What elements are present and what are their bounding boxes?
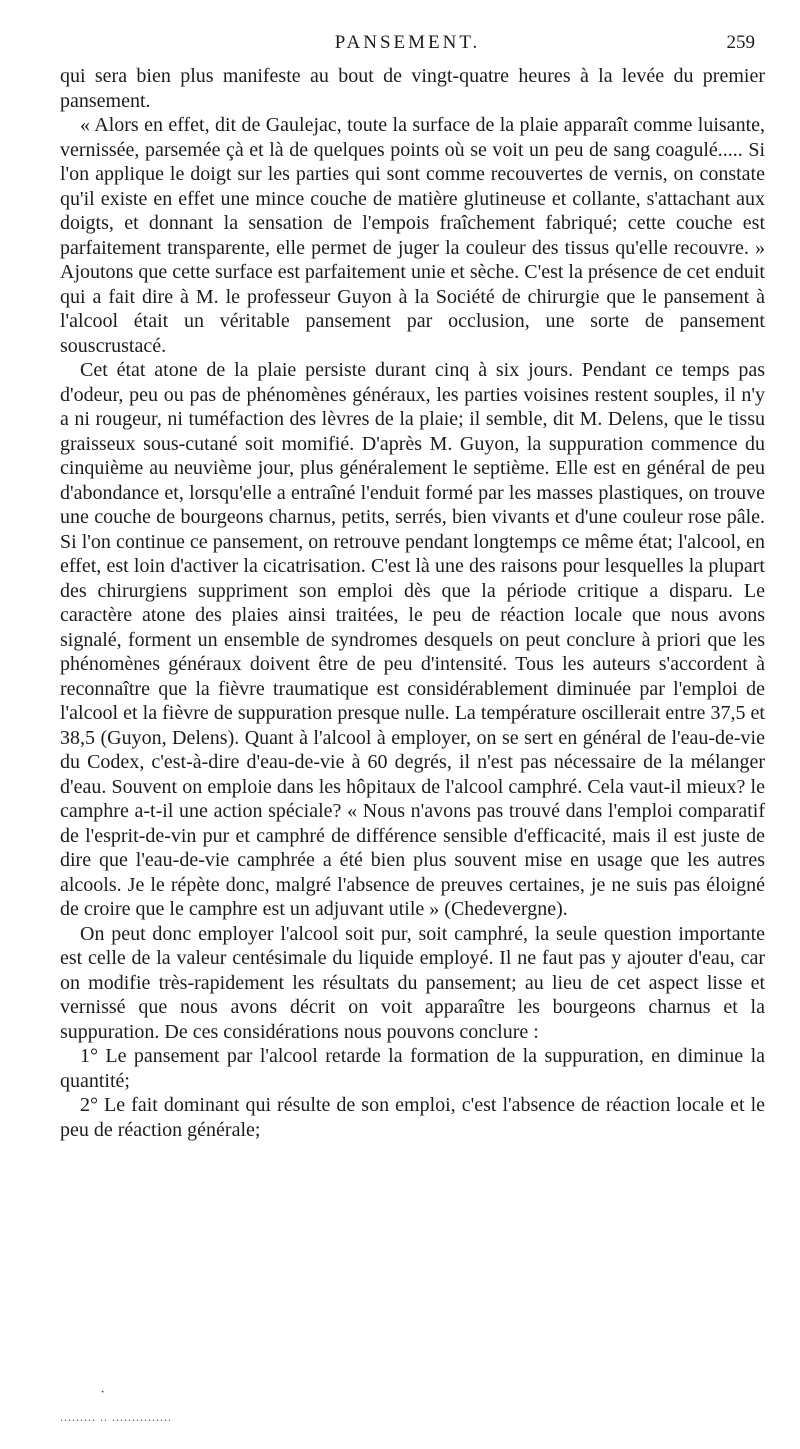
running-head [60,30,755,56]
body-text [60,64,765,1142]
conclusion-item-1: 1° Le pansement par l'alcool retarde la formation de la suppuration, en diminue la quantité; [60,1045,765,1092]
running-title: PANSEMENT. [334,32,481,53]
footer-dotted-line: ......... .. ............... [60,1410,172,1424]
paragraph-gaulejac-quote: « Alors en effet, dit de Gaulejac, toute la surface de la plaie apparaît comme luisante, vernissée, parsemée çà et là de quelques points où se voit un peu de sang coagulé..... Si l'on applique le doigt sur les parties qui sont comme recouvertes de vernis, on constate qu'il existe en effet une mince couche de matière glutineuse et collante, s'attachant aux doigts, et donnant la sensation de l'empois fraîchement fabriqué; cette couche est parfaitement transparente, elle permet de juger la couleur des tissus qu'elle recouvre. » Ajoutons que cette surface est parfaitement unie et sèche. C'est la présence de cet enduit qui a fait dire à M. le professeur Guyon à la Société de chirurgie que le pansement à l'alcool était un véritable pansement par occlusion, une sorte de pansement souscrustacé. [60,114,765,357]
conclusion-item-2: 2° Le fait dominant qui résulte de son emploi, c'est l'absence de réaction locale et le peu de réaction générale; [60,1094,765,1141]
paragraph-conclusion-intro: On peut donc employer l'alcool soit pur, soit camphré, la seule question importante est celle de la valeur centésimale du liquide employé. Il ne faut pas y ajouter d'eau, car on modifie très-rapidement les résultats du pansement; au lieu de cet aspect lisse et vernissé que nous avons décrit on voit apparaître les bourgeons charnus et la suppuration. De ces considérations nous pouvons conclure : [60,922,765,1043]
page-number: 259 [726,32,755,53]
paragraph-continuation: qui sera bien plus manifeste au bout de vingt-quatre heures à la levée du premier pansement. [60,65,765,112]
stray-dot: · [100,1384,106,1401]
paragraph-atonic-state: Cet état atone de la plaie persiste durant cinq à six jours. Pendant ce temps pas d'odeur, peu ou pas de phénomènes généraux, les parties voisines restent souples, il n'y a ni rougeur, ni tuméfaction des lèvres de la plaie; il semble, dit M. Delens, que le tissu graisseux sous-cutané soit momifié. D'après M. Guyon, la suppuration commence du cinquième au neuvième jour, plus généralement le septième. Elle est en général de peu d'abondance et, lorsqu'elle a entraîné l'enduit formé par les masses plastiques, on trouve une couche de bourgeons charnus, petits, serrés, bien vivants et d'une couleur rose pâle. Si l'on continue ce pansement, on retrouve pendant longtemps ce même état; l'alcool, en effet, est loin d'activer la cicatrisation. C'est là une des raisons pour lesquelles la plupart des chirurgiens suppriment son emploi dès que la période critique a disparu. Le caractère atone des plaies ainsi traitées, le peu de réaction locale que nous avons signalé, forment un ensemble de syndromes desquels on peut conclure à priori que les phénomènes généraux doivent être de peu d'intensité. Tous les auteurs s'accordent à reconnaître que la fièvre traumatique est considérablement diminuée par l'emploi de l'alcool et la fièvre de suppuration presque nulle. La température oscillerait entre 37,5 et 38,5 (Guyon, Delens). Quant à l'alcool à employer, on se sert en général de l'eau-de-vie du Codex, c'est-à-dire d'eau-de-vie à 60 degrés, il n'est pas nécessaire de la mélanger d'eau. Souvent on emploie dans les hôpitaux de l'alcool camphré. Cela vaut-il mieux? le camphre a-t-il une action spéciale? « Nous n'avons pas trouvé dans l'emploi comparatif de l'esprit-de-vin pur et camphré de différence sensible d'efficacité, mais il est juste de dire que l'eau-de-vie camphrée a été bien plus souvent mise en usage que les autres alcools. Je le répète donc, malgré l'absence de preuves certaines, je ne suis pas éloigné de croire que le camphre est un adjuvant utile » (Chedevergne). [60,359,765,920]
